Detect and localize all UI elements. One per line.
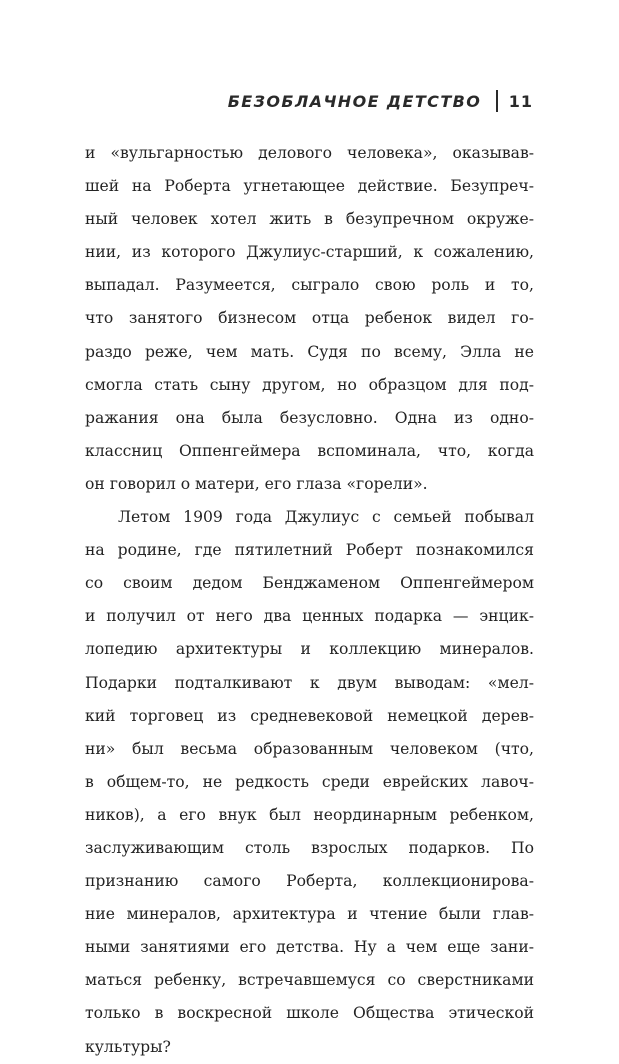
text-line: Летом 1909 года Джулиус с семьей побывал	[118, 508, 534, 527]
text-line: ние минералов, архитектура и чтение были глав-	[85, 905, 534, 924]
text-line: ни» был весьма образованным человеком (что,	[85, 739, 534, 758]
text-line: ников), а его внук был неординарным ребенком,	[85, 805, 534, 824]
text-line: ными занятиями его детства. Ну а чем еще зани-	[85, 938, 534, 957]
text-line: со своим дедом Бенджаменом Оппенгеймером	[85, 574, 534, 593]
text-line: культуры?	[85, 1037, 171, 1056]
text-line: что занятого бизнесом отца ребенок видел го-	[85, 309, 534, 328]
text-line: и получил от него два ценных подарка — энцик-	[85, 607, 534, 626]
text-line: признанию самого Роберта, коллекционирова-	[85, 872, 534, 891]
page-number: 11	[508, 91, 533, 111]
text-line: смогла стать сыну другом, но образцом для под-	[85, 375, 534, 394]
running-title: БЕЗОБЛАЧНОЕ ДЕТСТВО	[227, 91, 482, 111]
text-line: ражания она была безусловно. Одна из одно-	[85, 408, 534, 427]
text-line: и «вульгарностью делового человека», оказывав-	[85, 144, 534, 162]
text-line: он говорил о матери, его глаза «горели».	[85, 474, 428, 493]
text-line: раздо реже, чем мать. Судя по всему, Элла не	[85, 342, 534, 361]
text-line: Подарки подталкивают к двум выводам: «мел-	[85, 673, 534, 692]
text-line: кий торговец из средневековой немецкой дерев-	[85, 706, 534, 725]
text-line: нии, из которого Джулиус-старший, к сожалению,	[85, 243, 534, 262]
text-line: маться ребенку, встречавшемуся со сверстниками	[85, 971, 534, 990]
text-line: ный человек хотел жить в безупречном окруже-	[85, 210, 534, 229]
text-line: на родине, где пятилетний Роберт познакомился	[85, 541, 534, 560]
paragraph	[85, 501, 534, 1064]
running-head	[228, 90, 533, 112]
text-line: лопедию архитектуры и коллекцию минералов.	[85, 640, 534, 659]
text-line: заслуживающим столь взрослых подарков. По	[85, 838, 534, 857]
header-divider	[496, 90, 498, 112]
text-line: только в воскресной школе Общества этической	[85, 1004, 534, 1023]
body-text	[85, 137, 534, 1064]
text-line: в общем-то, не редкость среди еврейских лавоч-	[85, 772, 534, 791]
text-line: шей на Роберта угнетающее действие. Безупреч-	[85, 177, 534, 196]
text-line: выпадал. Разумеется, сыграло свою роль и то,	[85, 276, 534, 295]
paragraph	[85, 137, 534, 501]
text-line: классниц Оппенгеймера вспоминала, что, когда	[85, 441, 534, 460]
